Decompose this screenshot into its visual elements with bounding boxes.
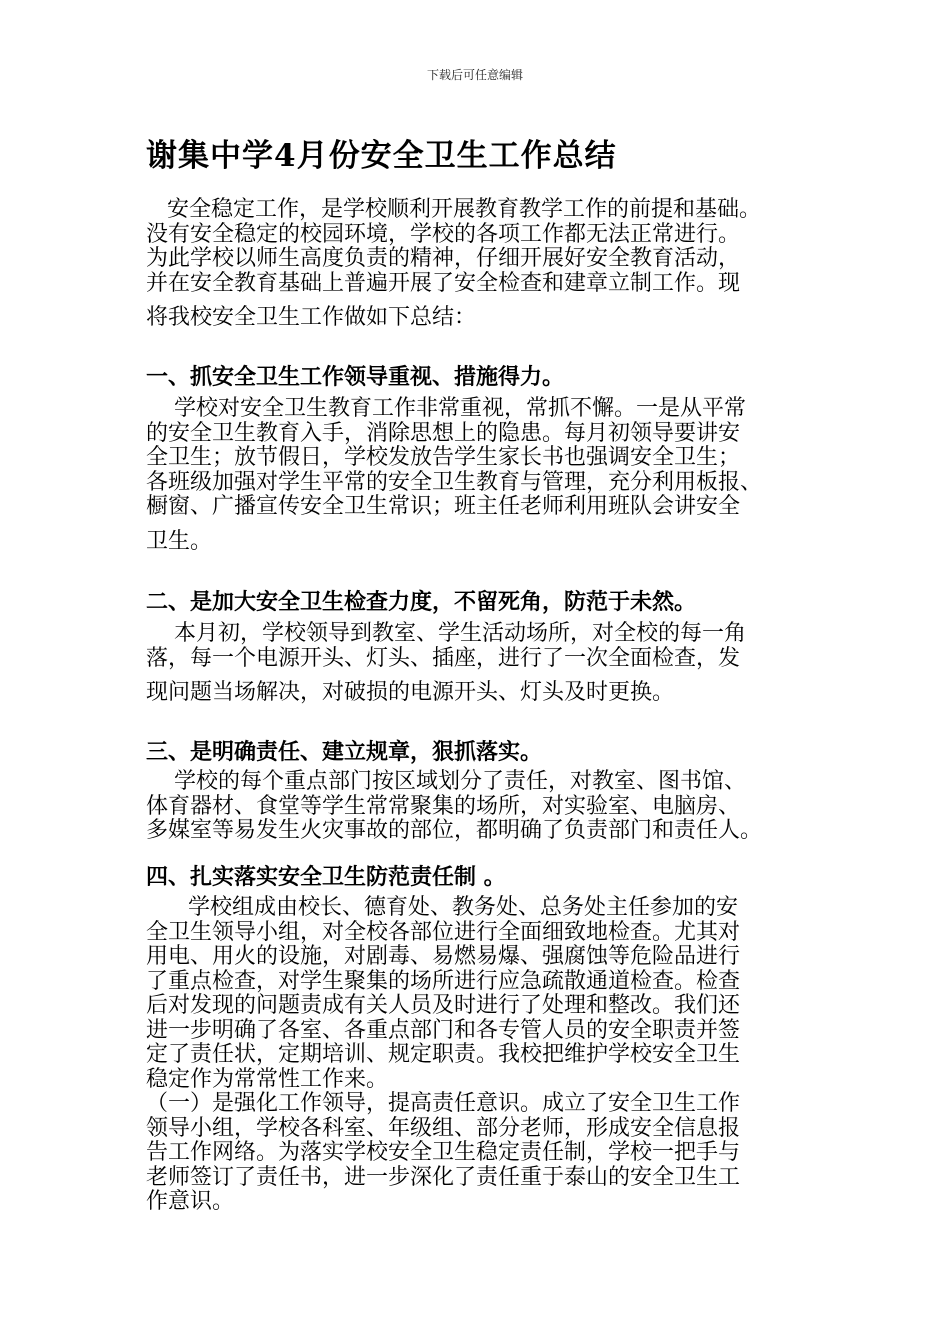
paragraph-line: 为此学校以师生高度负责的精神，仔细开展好安全教育活动， [146,246,741,271]
paragraph-line: 作意识。 [146,1189,235,1214]
intro-paragraph [146,198,818,331]
section-3-paragraph [146,770,818,844]
paragraph-line: 学校对安全卫生教育工作非常重视，常抓不懈。一是从平常 [146,396,746,421]
paragraph-line: 了重点检查，对学生聚集的场所进行应急疏散通道检查。检查 [146,968,741,994]
header-note: 下载后可任意编辑 [426,68,523,82]
paragraph-line: 落，每一个电源开头、灯头、插座，进行了一次全面检查，发 [146,645,741,671]
paragraph-line: 各班级加强对学生平常的安全卫生教育与管理，充分利用板报、 [146,469,763,495]
paragraph-line: 并在安全教育基础上普遍开展了安全检查和建章立制工作。现 [146,270,741,296]
paragraph-line: 橱窗、广播宣传安全卫生常识；班主任老师利用班队会讲安全 [146,494,741,519]
paragraph-line: 后对发现的问题责成有关人员及时进行了处理和整改。我们还 [146,993,741,1018]
paragraph-line: 体育器材、食堂等学生常常聚集的场所，对实验室、电脑房、 [146,793,741,819]
paragraph-line: 老师签订了责任书，进一步深化了责任重于泰山的安全卫生工 [146,1164,741,1190]
document-title: 谢集中学4月份安全卫生工作总结 [146,138,617,174]
section-4-paragraph [146,896,818,1215]
paragraph-line: 没有安全稳定的校园环境，学校的各项工作都无法正常进行。 [146,221,741,247]
paragraph-line: 全卫生领导小组，对全校各部位进行全面细致地检查。尤其对 [146,919,741,945]
section-heading-4: 四、扎实落实安全卫生防范责任制 。 [146,864,506,890]
section-heading-1: 一、抓安全卫生工作领导重视、措施得力。 [146,364,565,390]
paragraph-line: 用电、用火的设施，对剧毒、易燃易爆、强腐蚀等危险品进行 [146,944,741,969]
paragraph-line: 学校的每个重点部门按区域划分了责任，对教室、图书馆、 [146,769,746,794]
paragraph-line: 的安全卫生教育入手，消除思想上的隐患。每月初领导要讲安 [146,420,741,446]
paragraph-line: 进一步明确了各室、各重点部门和各专管人员的安全职责并签 [146,1017,741,1043]
paragraph-line: 多媒室等易发生火灾事故的部位，都明确了负责部门和责任人。 [146,818,763,843]
section-2-paragraph [146,622,818,706]
paragraph-line: 学校组成由校长、德育处、教务处、总务处主任参加的安 [146,895,738,920]
paragraph-line: 本月初，学校领导到教室、学生活动场所，对全校的每一角 [146,621,746,646]
section-1-paragraph [146,397,818,554]
paragraph-line: 稳定作为常常性工作来。 [146,1066,389,1092]
paragraph-line: 卫生。 [146,528,213,554]
paragraph-line: 将我校安全卫生工作做如下总结： [146,305,477,330]
paragraph-line: 现问题当场解决，对破损的电源开头、灯头及时更换。 [146,680,675,705]
paragraph-line: 定了责任状，定期培训、规定职责。我校把维护学校安全卫生 [146,1042,741,1067]
section-heading-3: 三、是明确责任、建立规章，狠抓落实。 [146,739,543,765]
section-heading-2: 二、是加大安全卫生检查力度，不留死角，防范于未然。 [146,589,697,615]
paragraph-line: 安全稳定工作，是学校顺利开展教育教学工作的前提和基础。 [146,197,761,222]
paragraph-line: （一）是强化工作领导，提高责任意识。成立了安全卫生工作 [146,1091,741,1116]
paragraph-line: 告工作网络。为落实学校安全卫生稳定责任制，学校一把手与 [146,1140,741,1165]
paragraph-line: 领导小组，学校各科室、年级组、部分老师，形成安全信息报 [146,1115,741,1141]
paragraph-line: 全卫生；放节假日，学校发放告学生家长书也强调安全卫生； [146,445,741,470]
